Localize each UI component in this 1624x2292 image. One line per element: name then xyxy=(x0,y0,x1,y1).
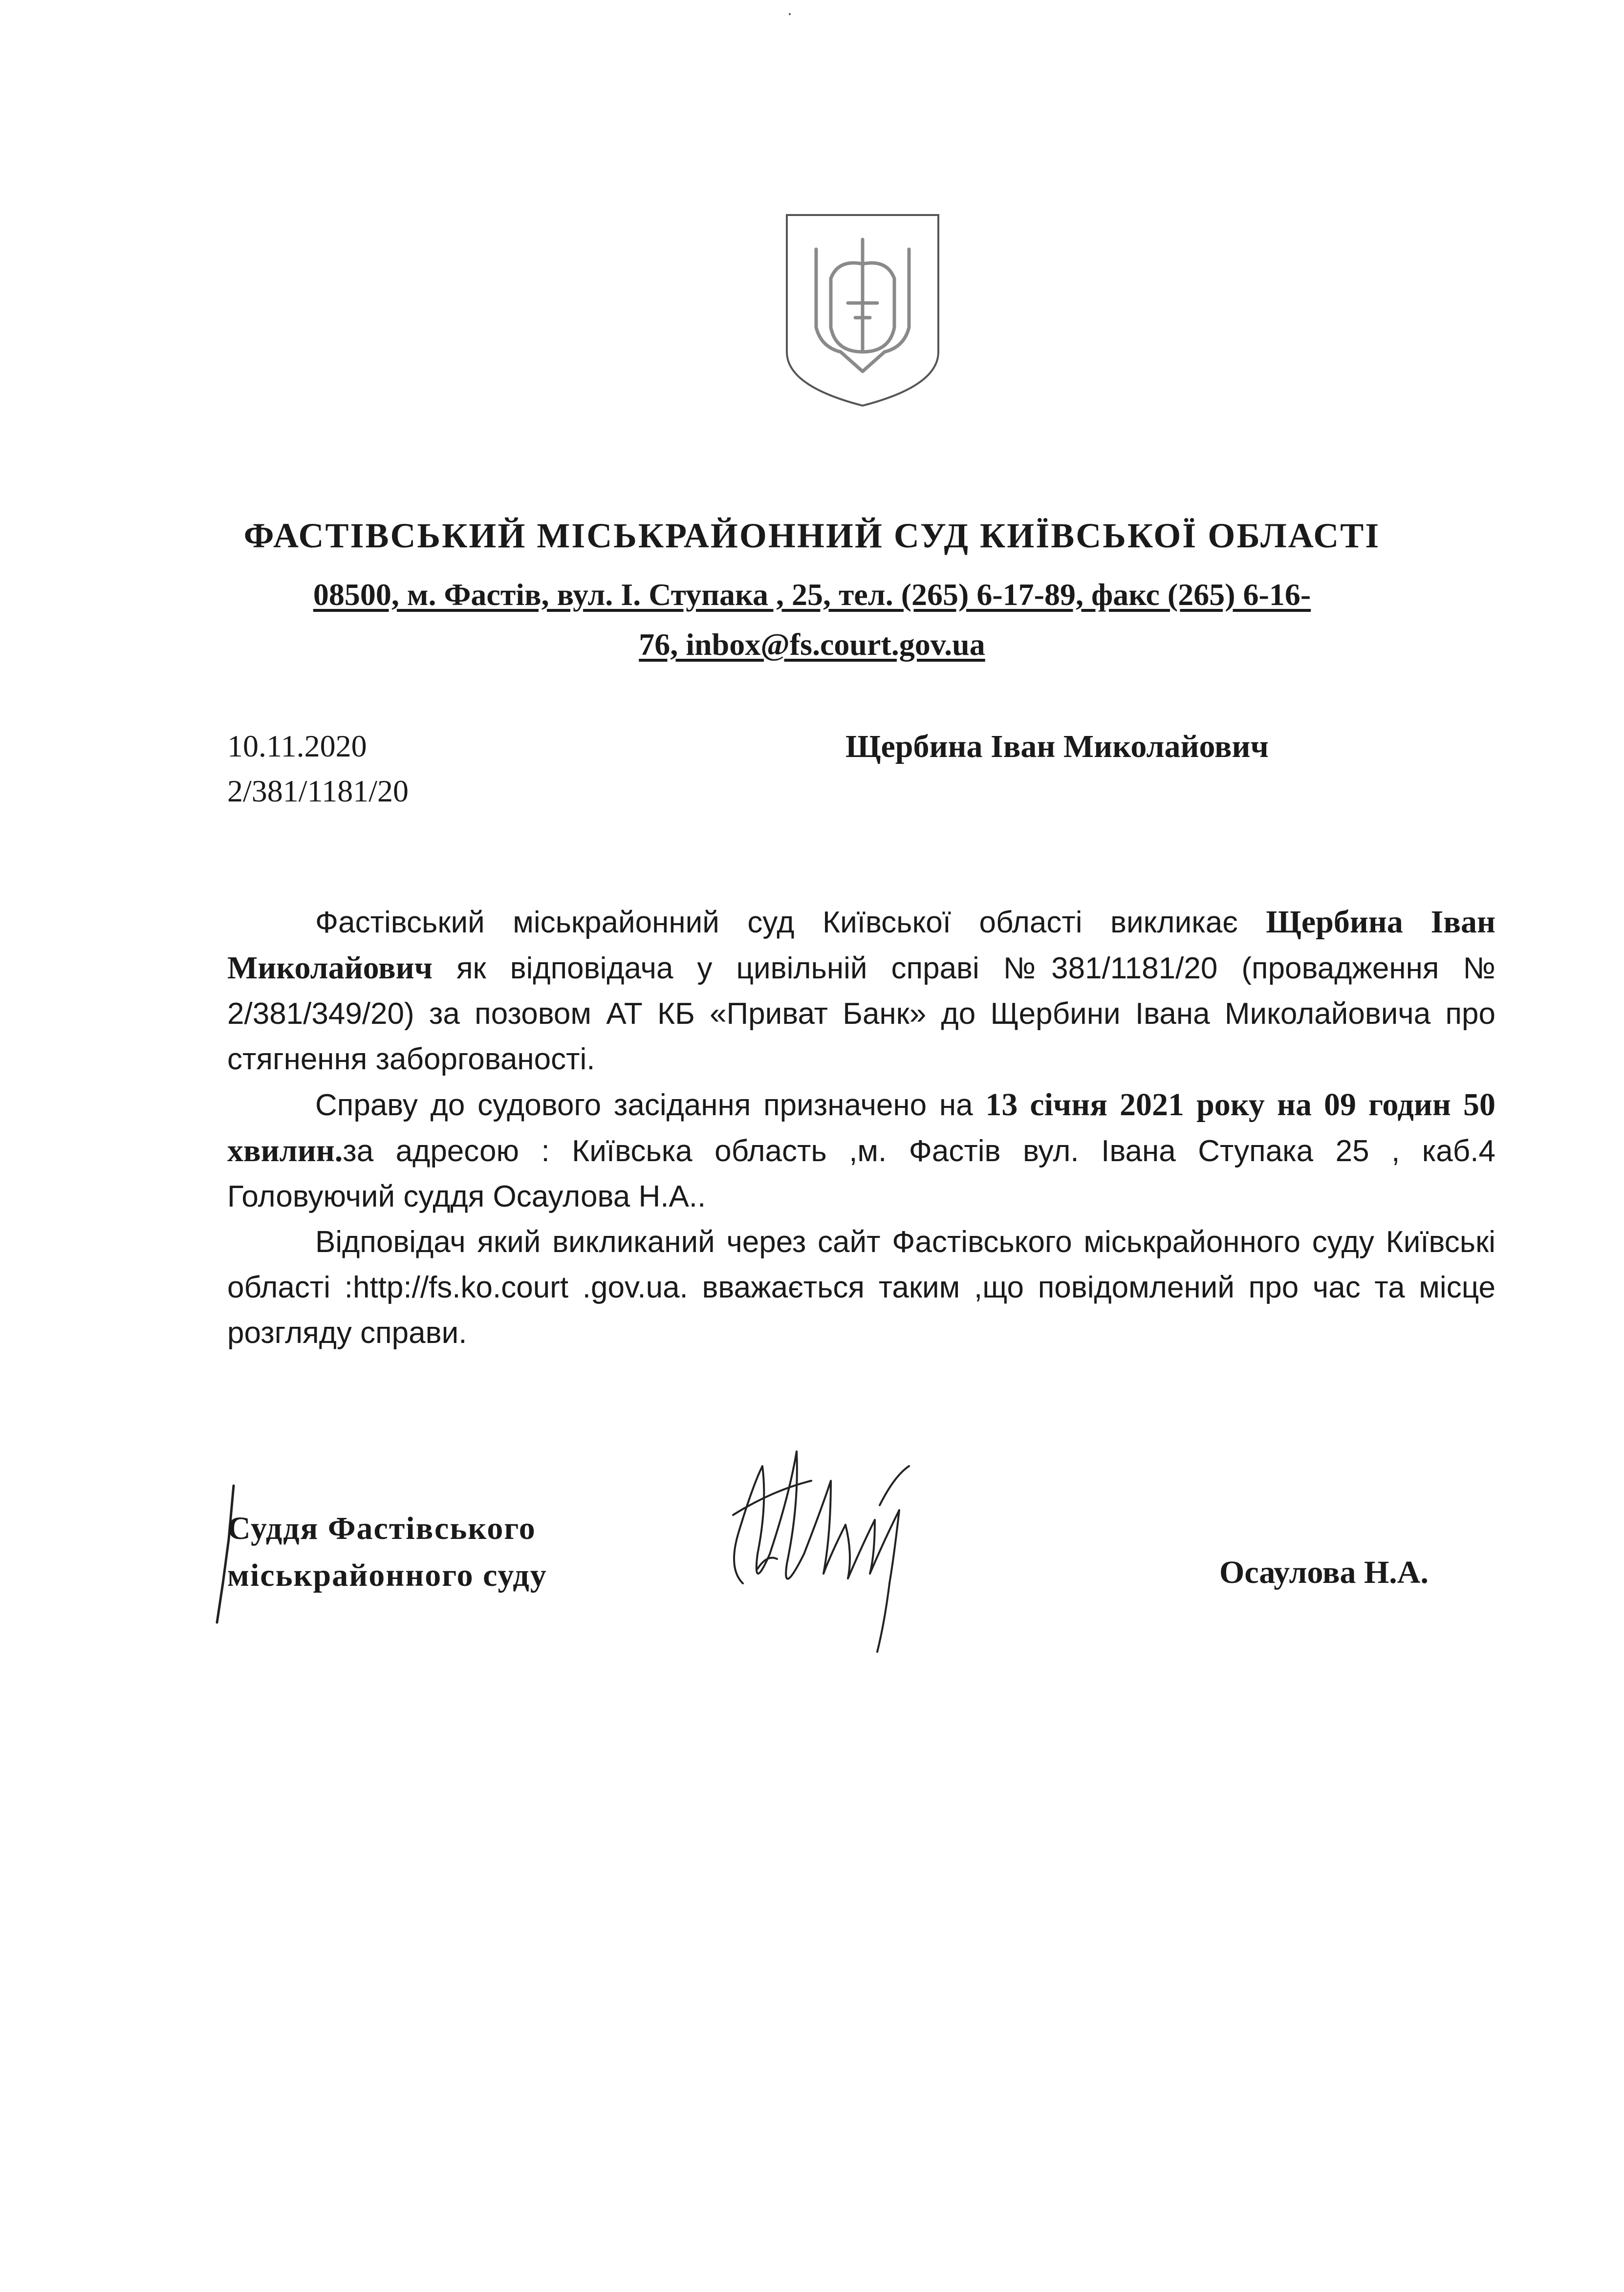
paragraph-text: Відповідач який викликаний через сайт Фастівського міськрайонного суду Київські області :http://fs.ko.court .gov.ua. вважається таким ,що повідомлений про час та місце розгляду справи. xyxy=(227,1225,1495,1350)
document-date: 10.11.2020 xyxy=(227,729,367,763)
scan-speck: · xyxy=(787,4,793,24)
court-contact-line: 76, inbox@fs.court.gov.ua xyxy=(639,627,985,662)
judge-name: Осаулова Н.А. xyxy=(1219,1555,1429,1590)
paragraph-notice xyxy=(227,1219,1495,1356)
signatory-title-line: міськрайонного суду xyxy=(227,1557,547,1593)
summons-body xyxy=(227,899,1495,1356)
court-address-line: 08500, м. Фастів, вул. І. Ступака , 25, тел. (265) 6-17-89, факс (265) 6-16- xyxy=(313,577,1311,612)
document-case-number: 2/381/1181/20 xyxy=(227,774,409,808)
signatory-title xyxy=(227,1505,547,1599)
recipient-name: Щербина Іван Миколайович xyxy=(845,729,1269,764)
court-name-heading: ФАСТІВСЬКИЙ МІСЬКРАЙОННИЙ СУД КИЇВСЬКОЇ ОБЛАСТІ xyxy=(243,516,1381,555)
paragraph-summons xyxy=(227,899,1495,1082)
paragraph-text: за адресою : Київська область ,м. Фастів вул. Івана Ступака 25 , каб.4 Головуючий суддя Осаулова Н.А.. xyxy=(227,1134,1495,1213)
paragraph-text: Справу до судового засідання призначено на xyxy=(315,1088,986,1122)
signatory-title-line: Суддя Фастівського xyxy=(227,1511,536,1546)
hearing-datetime: 13 січня 2021 року на 09 годин 50 хвилин. xyxy=(227,1087,1496,1168)
trident-emblem-icon xyxy=(782,205,943,411)
paragraph-text: як відповідача у цивільній справі №381/1181/20 (провадження № 2/381/349/20) за позовом АТ КБ «Приват Банк» до Щербини Івана Миколайовича про стягнення заборгованості. xyxy=(227,951,1495,1076)
paragraph-hearing xyxy=(227,1082,1495,1219)
handwritten-signature xyxy=(684,1407,958,1681)
paragraph-text: Фастівський міськрайонний суд Київської області викликає xyxy=(315,906,1266,939)
defendant-name: Щербина Іван Миколайович xyxy=(227,904,1495,986)
